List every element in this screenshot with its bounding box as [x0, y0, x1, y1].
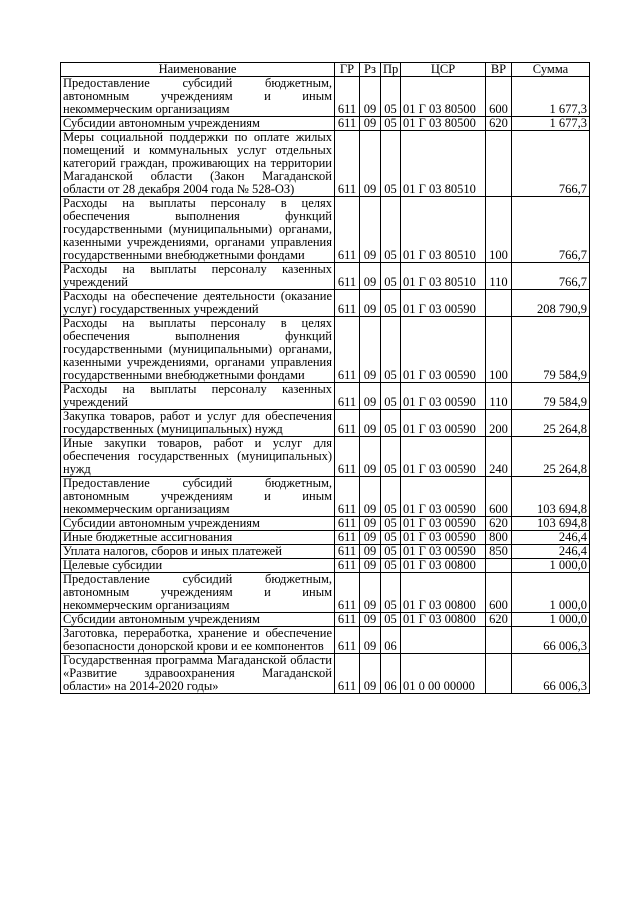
cell-csr: 01 Г 03 00590 — [401, 410, 486, 437]
cell-sum: 246,4 — [512, 545, 590, 559]
cell-csr: 01 Г 03 00590 — [401, 437, 486, 477]
cell-sum: 25 264,8 — [512, 437, 590, 477]
cell-vr: 600 — [486, 477, 512, 517]
cell-gr: 611 — [335, 131, 360, 197]
cell-csr: 01 Г 03 00590 — [401, 290, 486, 317]
cell-gr: 611 — [335, 654, 360, 694]
cell-vr — [486, 627, 512, 654]
cell-gr: 611 — [335, 383, 360, 410]
cell-sum: 1 677,3 — [512, 77, 590, 117]
cell-vr: 100 — [486, 317, 512, 383]
cell-gr: 611 — [335, 263, 360, 290]
cell-name: Расходы на выплаты персоналу казенных учреждений — [61, 263, 335, 290]
cell-gr: 611 — [335, 573, 360, 613]
header-pr: Пр — [381, 63, 401, 77]
table-row — [61, 263, 590, 290]
cell-pr: 05 — [381, 77, 401, 117]
cell-gr: 611 — [335, 317, 360, 383]
cell-gr: 611 — [335, 559, 360, 573]
cell-name: Субсидии автономным учреждениям — [61, 613, 335, 627]
cell-sum: 208 790,9 — [512, 290, 590, 317]
cell-csr — [401, 627, 486, 654]
cell-csr: 01 Г 03 00590 — [401, 477, 486, 517]
cell-pr: 05 — [381, 517, 401, 531]
cell-name: Государственная программа Магаданской области «Развитие здравоохранения Магаданской области» на 2014-2020 годы» — [61, 654, 335, 694]
cell-vr: 620 — [486, 517, 512, 531]
cell-rz: 09 — [360, 317, 381, 383]
table-row — [61, 613, 590, 627]
table-row — [61, 573, 590, 613]
cell-name: Расходы на выплаты персоналу в целях обеспечения выполнения функций государственными (муниципальными) органами, казенными учреждениями, органами управления государственными внебюджетными фондами — [61, 197, 335, 263]
cell-csr: 01 Г 03 80500 — [401, 117, 486, 131]
cell-csr: 01 Г 03 00800 — [401, 559, 486, 573]
cell-gr: 611 — [335, 545, 360, 559]
cell-csr: 01 Г 03 00590 — [401, 383, 486, 410]
cell-vr — [486, 654, 512, 694]
budget-table — [60, 62, 590, 694]
cell-pr: 06 — [381, 627, 401, 654]
cell-gr: 611 — [335, 627, 360, 654]
cell-csr: 01 Г 03 00590 — [401, 531, 486, 545]
cell-rz: 09 — [360, 477, 381, 517]
cell-rz: 09 — [360, 410, 381, 437]
cell-csr: 01 Г 03 80510 — [401, 197, 486, 263]
cell-gr: 611 — [335, 437, 360, 477]
cell-csr: 01 0 00 00000 — [401, 654, 486, 694]
table-row — [61, 197, 590, 263]
cell-name: Меры социальной поддержки по оплате жилых помещений и коммунальных услуг отдельных категорий граждан, проживающих на территории Магаданской области (Закон Магаданской области от 28 декабря 2004 года № 528-ОЗ) — [61, 131, 335, 197]
cell-pr: 05 — [381, 117, 401, 131]
cell-gr: 611 — [335, 117, 360, 131]
table-row — [61, 627, 590, 654]
cell-vr — [486, 290, 512, 317]
cell-rz: 09 — [360, 117, 381, 131]
cell-pr: 05 — [381, 573, 401, 613]
cell-pr: 05 — [381, 437, 401, 477]
table-row — [61, 517, 590, 531]
cell-name: Заготовка, переработка, хранение и обеспечение безопасности донорской крови и ее компонентов — [61, 627, 335, 654]
cell-sum: 1 000,0 — [512, 559, 590, 573]
cell-name: Расходы на обеспечение деятельности (оказание услуг) государственных учреждений — [61, 290, 335, 317]
cell-rz: 09 — [360, 545, 381, 559]
cell-pr: 05 — [381, 531, 401, 545]
header-sum: Сумма — [512, 63, 590, 77]
cell-rz: 09 — [360, 573, 381, 613]
cell-csr: 01 Г 03 00800 — [401, 613, 486, 627]
cell-gr: 611 — [335, 517, 360, 531]
cell-pr: 05 — [381, 317, 401, 383]
cell-vr — [486, 131, 512, 197]
header-name: Наименование — [61, 63, 335, 77]
cell-rz: 09 — [360, 383, 381, 410]
cell-sum: 79 584,9 — [512, 317, 590, 383]
cell-rz: 09 — [360, 627, 381, 654]
cell-vr: 110 — [486, 263, 512, 290]
cell-rz: 09 — [360, 263, 381, 290]
cell-name: Предоставление субсидий бюджетным, автономным учреждениям и иным некоммерческим организациям — [61, 477, 335, 517]
cell-name: Иные закупки товаров, работ и услуг для обеспечения государственных (муниципальных) нужд — [61, 437, 335, 477]
table-row — [61, 654, 590, 694]
cell-name: Предоставление субсидий бюджетным, автономным учреждениям и иным некоммерческим организациям — [61, 77, 335, 117]
header-vr: ВР — [486, 63, 512, 77]
table-row — [61, 317, 590, 383]
cell-rz: 09 — [360, 131, 381, 197]
cell-gr: 611 — [335, 531, 360, 545]
cell-vr: 620 — [486, 613, 512, 627]
cell-pr: 05 — [381, 197, 401, 263]
cell-vr: 600 — [486, 573, 512, 613]
cell-sum: 766,7 — [512, 197, 590, 263]
cell-name: Закупка товаров, работ и услуг для обеспечения государственных (муниципальных) нужд — [61, 410, 335, 437]
cell-pr: 05 — [381, 545, 401, 559]
table-row — [61, 383, 590, 410]
cell-gr: 611 — [335, 613, 360, 627]
cell-vr — [486, 559, 512, 573]
header-csr: ЦСР — [401, 63, 486, 77]
cell-sum: 766,7 — [512, 263, 590, 290]
cell-gr: 611 — [335, 77, 360, 117]
cell-sum: 103 694,8 — [512, 477, 590, 517]
cell-pr: 06 — [381, 654, 401, 694]
cell-rz: 09 — [360, 613, 381, 627]
cell-csr: 01 Г 03 80500 — [401, 77, 486, 117]
cell-name: Иные бюджетные ассигнования — [61, 531, 335, 545]
table-row — [61, 559, 590, 573]
cell-name: Расходы на выплаты персоналу в целях обеспечения выполнения функций государственными (муниципальными) органами, казенными учреждениями, органами управления государственными внебюджетными фондами — [61, 317, 335, 383]
cell-vr: 850 — [486, 545, 512, 559]
cell-pr: 05 — [381, 410, 401, 437]
table-row — [61, 77, 590, 117]
cell-sum: 103 694,8 — [512, 517, 590, 531]
cell-pr: 05 — [381, 263, 401, 290]
cell-gr: 611 — [335, 290, 360, 317]
cell-csr: 01 Г 03 80510 — [401, 131, 486, 197]
cell-csr: 01 Г 03 80510 — [401, 263, 486, 290]
header-gr: ГР — [335, 63, 360, 77]
table-body — [61, 77, 590, 694]
header-rz: Рз — [360, 63, 381, 77]
cell-sum: 766,7 — [512, 131, 590, 197]
table-row — [61, 531, 590, 545]
cell-name: Целевые субсидии — [61, 559, 335, 573]
cell-rz: 09 — [360, 197, 381, 263]
cell-sum: 1 000,0 — [512, 573, 590, 613]
cell-csr: 01 Г 03 00800 — [401, 573, 486, 613]
cell-name: Уплата налогов, сборов и иных платежей — [61, 545, 335, 559]
cell-pr: 05 — [381, 290, 401, 317]
cell-rz: 09 — [360, 654, 381, 694]
cell-vr: 110 — [486, 383, 512, 410]
cell-rz: 09 — [360, 531, 381, 545]
cell-csr: 01 Г 03 00590 — [401, 545, 486, 559]
cell-name: Субсидии автономным учреждениям — [61, 117, 335, 131]
table-row — [61, 477, 590, 517]
cell-gr: 611 — [335, 477, 360, 517]
cell-sum: 1 000,0 — [512, 613, 590, 627]
cell-rz: 09 — [360, 437, 381, 477]
table-row — [61, 131, 590, 197]
cell-name: Расходы на выплаты персоналу казенных учреждений — [61, 383, 335, 410]
cell-vr: 200 — [486, 410, 512, 437]
cell-vr: 620 — [486, 117, 512, 131]
cell-sum: 66 006,3 — [512, 627, 590, 654]
cell-rz: 09 — [360, 517, 381, 531]
table-header-row — [61, 63, 590, 77]
cell-vr: 600 — [486, 77, 512, 117]
cell-rz: 09 — [360, 290, 381, 317]
cell-name: Субсидии автономным учреждениям — [61, 517, 335, 531]
cell-pr: 05 — [381, 559, 401, 573]
cell-pr: 05 — [381, 477, 401, 517]
table-row — [61, 545, 590, 559]
cell-pr: 05 — [381, 131, 401, 197]
cell-gr: 611 — [335, 410, 360, 437]
cell-sum: 1 677,3 — [512, 117, 590, 131]
cell-csr: 01 Г 03 00590 — [401, 517, 486, 531]
cell-sum: 246,4 — [512, 531, 590, 545]
cell-name: Предоставление субсидий бюджетным, автономным учреждениям и иным некоммерческим организациям — [61, 573, 335, 613]
table-row — [61, 117, 590, 131]
table-row — [61, 437, 590, 477]
cell-sum: 66 006,3 — [512, 654, 590, 694]
cell-vr: 800 — [486, 531, 512, 545]
cell-rz: 09 — [360, 77, 381, 117]
cell-pr: 05 — [381, 383, 401, 410]
cell-rz: 09 — [360, 559, 381, 573]
cell-vr: 100 — [486, 197, 512, 263]
cell-pr: 05 — [381, 613, 401, 627]
cell-sum: 79 584,9 — [512, 383, 590, 410]
table-row — [61, 410, 590, 437]
cell-vr: 240 — [486, 437, 512, 477]
table-row — [61, 290, 590, 317]
cell-gr: 611 — [335, 197, 360, 263]
cell-sum: 25 264,8 — [512, 410, 590, 437]
cell-csr: 01 Г 03 00590 — [401, 317, 486, 383]
